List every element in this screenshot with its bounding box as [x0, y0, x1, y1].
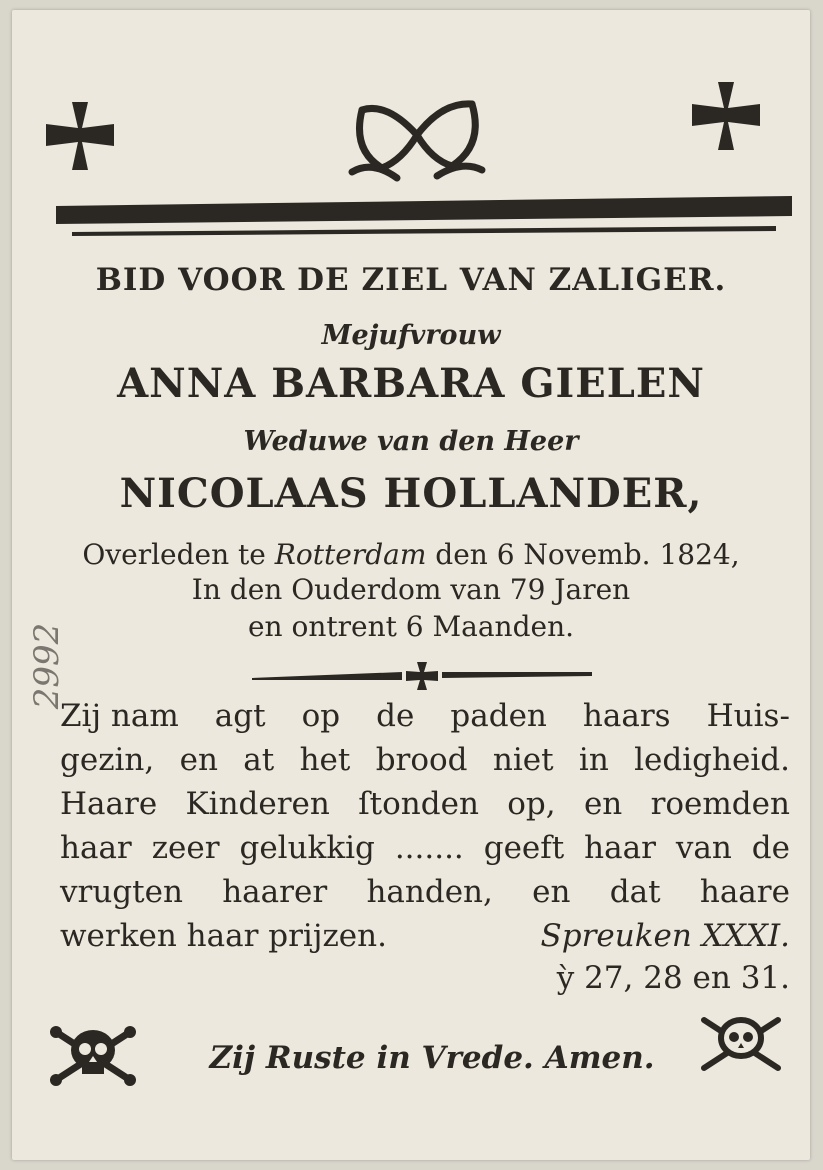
verse-word: ſtonden [358, 786, 479, 822]
crossed-ribbon-knot-icon [342, 90, 492, 185]
death-line-1 [12, 538, 810, 571]
verse-word: in [578, 742, 609, 778]
verse-word: Huis- [706, 698, 790, 734]
verse-word: roemden [650, 786, 790, 822]
verse-text: werken haar prijzen. [60, 918, 387, 954]
verse-word: en [583, 786, 623, 822]
husband-name: NICOLAAS HOLLANDER, [119, 470, 703, 517]
verse-word: haar [60, 830, 132, 866]
verse-line [60, 698, 790, 734]
verse-word: haare [699, 874, 790, 910]
verse-word: op [301, 698, 341, 734]
verse-word: en [532, 874, 571, 910]
verse-word: zeer [151, 830, 220, 866]
top-double-rule [56, 196, 792, 246]
verse-word: Kinderen [185, 786, 330, 822]
card-title: BID VOOR DE ZIEL VAN ZALIGER. [95, 262, 727, 298]
verse-word: gezin, [60, 742, 155, 778]
verse-word: vrugten [60, 874, 183, 910]
verse-word: het [299, 742, 351, 778]
maltese-cross-icon [684, 74, 768, 158]
verse-word: ledigheid. [634, 742, 790, 778]
verse-word: Haare [60, 786, 158, 822]
verse-word: haarer [222, 874, 328, 910]
verse-word: de [751, 830, 790, 866]
verse-word: brood [375, 742, 468, 778]
verse-line [60, 786, 790, 822]
verse-word: paden [450, 698, 547, 734]
verse-numbers: ỳ 27, 28 en 31. [556, 960, 790, 996]
verse-word: ....... [394, 830, 464, 866]
verse-word: van [675, 830, 732, 866]
verse-word: niet [492, 742, 554, 778]
deceased-name: ANNA BARBARA GIELEN [117, 360, 705, 407]
death-line-1-start: Overleden te [82, 538, 266, 571]
verse-reference: Spreuken XXXI. [540, 918, 790, 954]
verse-word: handen, [366, 874, 493, 910]
verse-word: dat [609, 874, 661, 910]
verse-line [60, 742, 790, 778]
verse-word: haars [582, 698, 671, 734]
verse-line [60, 830, 790, 866]
widow-of-label: Weduwe van den Heer [243, 426, 579, 457]
verse-word: haar [584, 830, 656, 866]
verse-line [60, 960, 790, 996]
verse-word: geeft [483, 830, 565, 866]
memorial-card [12, 10, 810, 1160]
death-date: den 6 Novemb. 1824, [435, 538, 740, 571]
verse-word: de [376, 698, 415, 734]
skull-crossbones-icon [696, 1010, 786, 1076]
death-line-2: In den Ouderdom van 79 Jaren [191, 573, 631, 606]
verse-word: en [179, 742, 218, 778]
ornamental-divider [252, 660, 592, 692]
verse-line [60, 918, 790, 954]
verse-word: Zij nam [60, 698, 179, 734]
verse-word: op, [507, 786, 556, 822]
handwritten-archive-number [18, 608, 68, 728]
verse-word: agt [214, 698, 266, 734]
maltese-cross-icon [38, 94, 122, 178]
verse-line [60, 874, 790, 910]
honorific: Mejufvrouw [321, 320, 501, 351]
skull-crossbones-icon [48, 1022, 138, 1088]
verse-word: at [243, 742, 275, 778]
archive-number-text: 2992 [27, 622, 67, 710]
death-line-3: en ontrent 6 Maanden. [247, 610, 575, 643]
closing-prayer: Zij Ruste in Vrede. Amen. [209, 1040, 655, 1076]
verse-word: gelukkig [239, 830, 375, 866]
death-place: Rotterdam [274, 538, 427, 571]
